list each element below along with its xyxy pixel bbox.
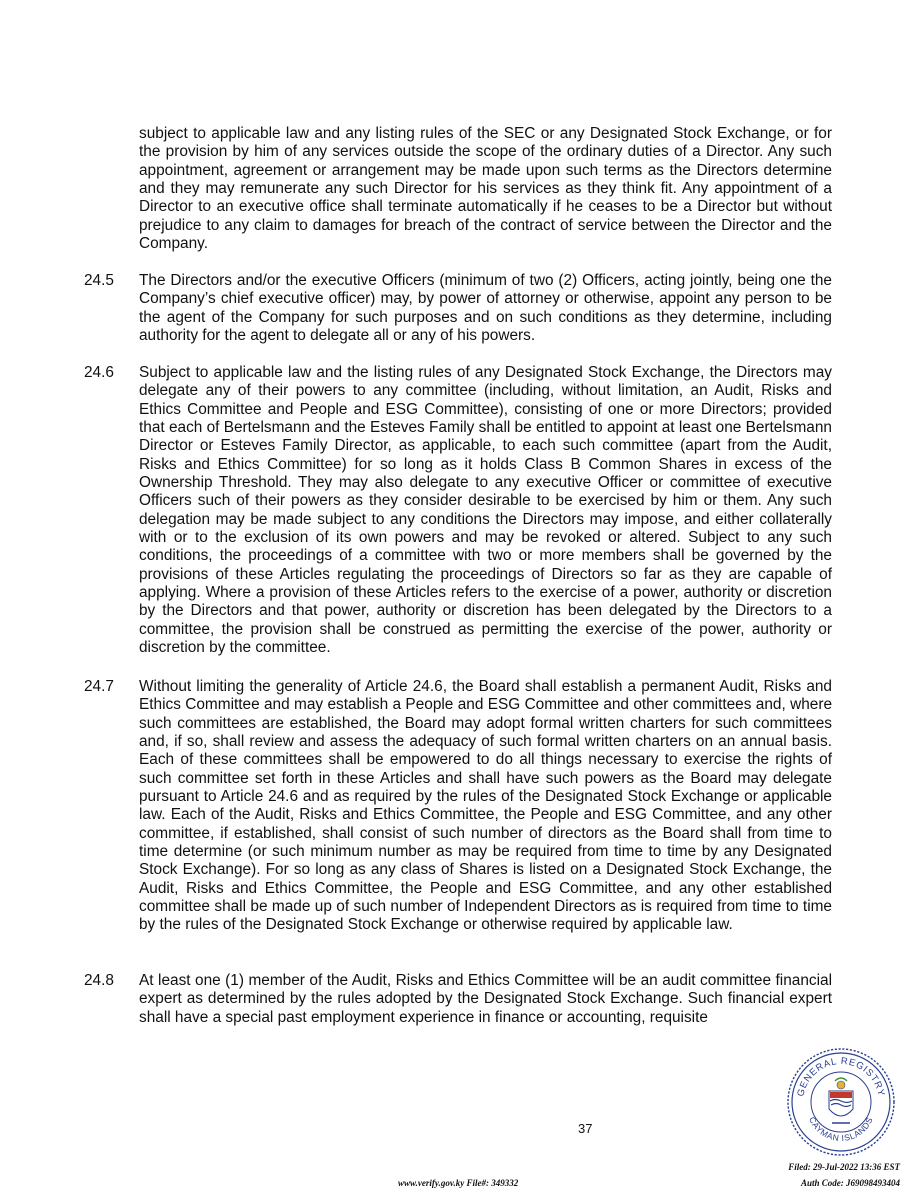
paragraph-24-7: Without limiting the generality of Article 24.6, the Board shall establish a permanent Audit, Risks and Ethics Committee and may establish a People and ESG Committee and other committees and, where such committees are established, the Board may adopt formal written charters for such committees and, if so, shall review and assess the adequacy of such formal written charters on an annual basis. Each of these committees shall be empowered to do all things necessary to exercise the rights of such committee set forth in these Articles and shall have such powers as the Board may delegate pursuant to Article 24.6 and as required by the rules of the Designated Stock Exchange or applicable law. Each of the Audit, Risks and Ethics Committee, the People and ESG Committee, and any other committee, if established, shall consist of such number of directors as the Board shall from time to time determine (or such minimum number as may be required from time to time by any Designated Stock Exchange). For so long as any class of Shares is listed on a Designated Stock Exchange, the Audit, Risks and Ethics Committee, the People and ESG Committee, and any other established committee shall be made up of such number of Independent Directors as is required from time to time by the rules of the Designated Stock Exchange or otherwise required by applicable law. [139, 678, 832, 934]
section-number-24-8: 24.8 [84, 972, 114, 989]
registry-seal-icon [786, 1047, 896, 1157]
svg-text:CAYMAN ISLANDS [807, 1115, 875, 1143]
paragraph-24-6: Subject to applicable law and the listing rules of any Designated Stock Exchange, the Directors may delegate any of their powers to any committee (including, without limitation, an Audit, Risks and Ethics Committee and People and ESG Committee), consisting of one or more Directors; provided that each of Bertelsmann and the Esteves Family shall be entitled to appoint at least one Bertelsmann Director or Esteves Family Director, as applicable, to each such committee (apart from the Audit, Risks and Ethics Committee) for so long as it holds Class B Common Shares in excess of the Ownership Threshold. They may also delegate to any executive Officer or committee of executive Officers such of their powers as they consider desirable to be exercised by him or them. Any such delegation may be made subject to any conditions the Directors may impose, and either collaterally with or to the exclusion of its own powers and may be revoked or altered. Subject to any such conditions, the proceedings of a committee with two or more members shall be governed by the provisions of these Articles regulating the proceedings of Directors so far as they are capable of applying. Where a provision of these Articles refers to the exercise of a power, authority or discretion by the Directors and that power, authority or discretion has been delegated by the Directors to a committee, the provision shall be construed as permitting the exercise of the power, authority or discretion by the committee. [139, 364, 832, 657]
paragraph-24-8: At least one (1) member of the Audit, Risks and Ethics Committee will be an audit committee financial expert as determined by the rules adopted by the Designated Stock Exchange. Such financial expert shall have a special past employment experience in finance or accounting, requisite [139, 972, 832, 1026]
footer-auth-code: Auth Code: J69098493404 [800, 1178, 900, 1188]
footer-verify-url: www.verify.gov.ky File#: 349332 [398, 1178, 519, 1188]
seal-top-text: GENERAL REGISTRY [795, 1055, 887, 1098]
seal-bottom-text: CAYMAN ISLANDS [807, 1115, 875, 1144]
footer-filed-date: Filed: 29-Jul-2022 13:36 EST [788, 1162, 900, 1172]
section-number-24-5: 24.5 [84, 272, 114, 289]
coat-of-arms-icon [829, 1078, 853, 1123]
page-number: 37 [578, 1121, 593, 1136]
section-number-24-7: 24.7 [84, 678, 114, 695]
paragraph-24-5: The Directors and/or the executive Officers (minimum of two (2) Officers, acting jointly, being one the Company’s chief executive officer) may, by power of attorney or otherwise, appoint any person to be the agent of the Company for such purposes and on such conditions as they determine, including authority for the agent to delegate all or any of his powers. [139, 272, 832, 345]
section-number-24-6: 24.6 [84, 364, 114, 381]
paragraph-24-4-continued: subject to applicable law and any listing rules of the SEC or any Designated Stock Exchange, or for the provision by him of any services outside the scope of the ordinary duties of a Director. Any such appointment, agreement or arrangement may be made upon such terms as the Directors determine and they may remunerate any such Director for his services as they think fit. Any appointment of a Director to an executive office shall terminate automatically if he ceases to be a Director but without prejudice to any claim to damages for breach of the contract of service between the Director and the Company. [139, 125, 832, 253]
